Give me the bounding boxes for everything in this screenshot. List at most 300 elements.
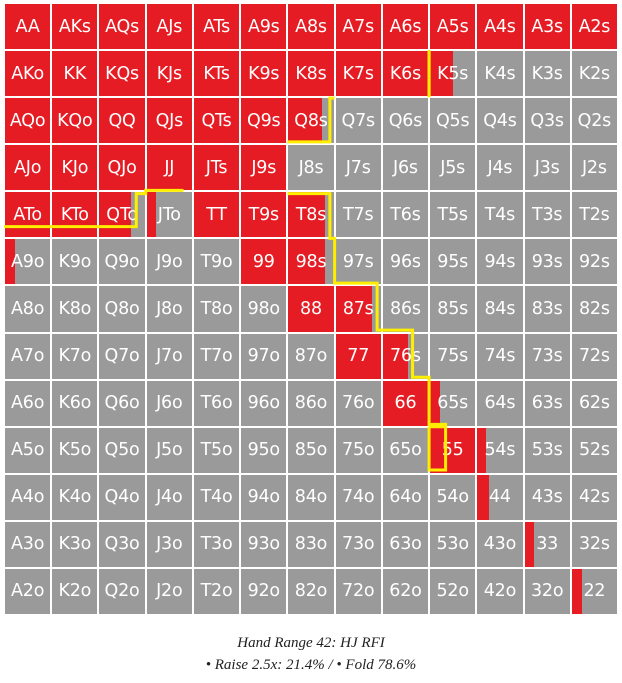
hand-label: K9o: [58, 251, 92, 272]
hand-cell-ato: [4, 191, 51, 238]
hand-cell-q3s: [524, 97, 571, 144]
hand-label: 22: [583, 581, 606, 602]
hand-label: KK: [63, 63, 87, 84]
hand-cell-q4o: [98, 474, 145, 521]
hand-cell-t9s: [240, 191, 287, 238]
hand-label: A5s: [436, 16, 469, 37]
hand-cell-72o: [335, 568, 382, 615]
hand-cell-64o: [382, 474, 429, 521]
hand-cell-98o: [240, 285, 287, 332]
hand-cell-qjs: [146, 97, 193, 144]
hand-label: 64o: [389, 487, 422, 508]
hand-label: A2o: [11, 581, 45, 602]
hand-label: T7o: [200, 346, 233, 367]
hand-cell-95s: [429, 238, 476, 285]
hand-cell-j2s: [571, 144, 618, 191]
hand-cell-a4s: [476, 3, 523, 50]
hand-label: T6s: [390, 204, 421, 225]
hand-label: 99: [252, 251, 275, 272]
hand-cell-k2s: [571, 50, 618, 97]
hand-label: K6s: [389, 63, 422, 84]
hand-label: 94s: [484, 251, 516, 272]
hand-label: 53o: [436, 534, 469, 555]
hand-label: 93s: [531, 251, 563, 272]
hand-cell-ajo: [4, 144, 51, 191]
hand-label: 83s: [531, 298, 563, 319]
hand-cell-j9o: [146, 238, 193, 285]
hand-cell-93o: [240, 521, 287, 568]
hand-label: 43s: [531, 487, 563, 508]
hand-cell-t7s: [335, 191, 382, 238]
hand-cell-92o: [240, 568, 287, 615]
hand-cell-54o: [429, 474, 476, 521]
hand-label: 74o: [342, 487, 375, 508]
hand-cell-53o: [429, 521, 476, 568]
hand-label: 55: [441, 440, 464, 461]
hand-cell-k9s: [240, 50, 287, 97]
hand-label: Q4o: [104, 487, 140, 508]
hand-label: K6o: [58, 393, 92, 414]
hand-cell-j3o: [146, 521, 193, 568]
hand-label: AQs: [105, 16, 140, 37]
hand-grid: [4, 3, 618, 615]
hand-cell-a9o: [4, 238, 51, 285]
hand-label: KJs: [156, 63, 182, 84]
hand-label: T6o: [200, 393, 233, 414]
hand-label: T5s: [437, 204, 468, 225]
hand-cell-87s: [335, 285, 382, 332]
hand-cell-84o: [287, 474, 334, 521]
hand-cell-83s: [524, 285, 571, 332]
hand-label: 97s: [342, 251, 374, 272]
hand-label: A8s: [295, 16, 327, 37]
hand-cell-jts: [193, 144, 240, 191]
hand-label: K7o: [58, 346, 92, 367]
hand-label: 76o: [342, 393, 375, 414]
hand-label: 32s: [578, 534, 610, 555]
hand-cell-97s: [335, 238, 382, 285]
hand-label: AJo: [13, 157, 42, 178]
hand-label: 42s: [578, 487, 610, 508]
hand-label: 82s: [578, 298, 610, 319]
hand-label: TT: [206, 204, 227, 225]
hand-label: J3o: [156, 534, 183, 555]
hand-cell-63o: [382, 521, 429, 568]
hand-cell-k3o: [51, 521, 98, 568]
hand-label: K2o: [58, 581, 92, 602]
hand-cell-j7s: [335, 144, 382, 191]
hand-label: 93o: [247, 534, 280, 555]
hand-cell-q7o: [98, 333, 145, 380]
hand-cell-74s: [476, 333, 523, 380]
hand-cell-k5o: [51, 427, 98, 474]
hand-cell-t5o: [193, 427, 240, 474]
hand-label: K9s: [248, 63, 280, 84]
hand-label: 86s: [390, 298, 421, 319]
hand-cell-j8s: [287, 144, 334, 191]
hand-cell-87o: [287, 333, 334, 380]
hand-cell-t8o: [193, 285, 240, 332]
hand-label: T2s: [579, 204, 610, 225]
hand-cell-t5s: [429, 191, 476, 238]
hand-cell-j2o: [146, 568, 193, 615]
hand-label: KQo: [57, 110, 93, 131]
hand-cell-t3s: [524, 191, 571, 238]
hand-label: 87s: [342, 298, 374, 319]
hand-label: K4o: [58, 487, 92, 508]
hand-label: A4o: [11, 487, 45, 508]
hand-cell-q6o: [98, 380, 145, 427]
hand-cell-k6o: [51, 380, 98, 427]
hand-cell-q9o: [98, 238, 145, 285]
hand-cell-83o: [287, 521, 334, 568]
hand-cell-q5o: [98, 427, 145, 474]
hand-cell-j4o: [146, 474, 193, 521]
hand-cell-22: [571, 568, 618, 615]
hand-cell-96s: [382, 238, 429, 285]
hand-cell-98s: [287, 238, 334, 285]
hand-label: Q9o: [104, 251, 140, 272]
hand-cell-j5o: [146, 427, 193, 474]
hand-label: K8s: [295, 63, 327, 84]
hand-cell-42o: [476, 568, 523, 615]
hand-cell-q7s: [335, 97, 382, 144]
hand-cell-q5s: [429, 97, 476, 144]
hand-label: 72s: [578, 346, 610, 367]
hand-label: T4o: [200, 487, 233, 508]
hand-cell-k3s: [524, 50, 571, 97]
hand-label: AKo: [11, 63, 44, 84]
hand-label: A4s: [484, 16, 516, 37]
hand-cell-j8o: [146, 285, 193, 332]
hand-label: QJo: [107, 157, 137, 178]
hand-label: J4s: [487, 157, 513, 178]
hand-cell-j6s: [382, 144, 429, 191]
hand-label: AQo: [9, 110, 46, 131]
hand-label: 97o: [247, 346, 280, 367]
hand-cell-kjo: [51, 144, 98, 191]
hand-label: K5o: [58, 440, 92, 461]
hand-label: K5s: [437, 63, 469, 84]
hand-label: 63s: [531, 393, 563, 414]
hand-label: ATo: [13, 204, 42, 225]
hand-cell-a2s: [571, 3, 618, 50]
hand-label: Q7s: [341, 110, 375, 131]
hand-cell-q2o: [98, 568, 145, 615]
hand-label: J4o: [156, 487, 183, 508]
hand-label: Q8s: [294, 110, 328, 131]
hand-cell-75o: [335, 427, 382, 474]
hand-cell-a3o: [4, 521, 51, 568]
hand-cell-94s: [476, 238, 523, 285]
hand-cell-k2o: [51, 568, 98, 615]
hand-cell-93s: [524, 238, 571, 285]
hand-cell-82o: [287, 568, 334, 615]
hand-label: K3s: [531, 63, 563, 84]
hand-cell-33: [524, 521, 571, 568]
hand-label: 88: [300, 298, 322, 319]
hand-cell-qjo: [98, 144, 145, 191]
hand-cell-62o: [382, 568, 429, 615]
hand-label: 75o: [342, 440, 375, 461]
hand-cell-84s: [476, 285, 523, 332]
hand-cell-74o: [335, 474, 382, 521]
hand-cell-76s: [382, 333, 429, 380]
hand-cell-kjs: [146, 50, 193, 97]
hand-cell-95o: [240, 427, 287, 474]
hand-label: Q3s: [530, 110, 564, 131]
hand-label: 98o: [247, 298, 280, 319]
hand-cell-qts: [193, 97, 240, 144]
hand-cell-kts: [193, 50, 240, 97]
hand-label: Q4s: [483, 110, 517, 131]
hand-label: A7s: [342, 16, 375, 37]
hand-cell-76o: [335, 380, 382, 427]
hand-cell-q8o: [98, 285, 145, 332]
hand-label: AA: [15, 16, 40, 37]
hand-cell-aqs: [98, 3, 145, 50]
hand-cell-a2o: [4, 568, 51, 615]
hand-label: Q2s: [577, 110, 612, 131]
hand-label: Q3o: [104, 534, 140, 555]
hand-cell-tt: [193, 191, 240, 238]
hand-cell-53s: [524, 427, 571, 474]
hand-label: J5s: [440, 157, 466, 178]
hand-cell-k4s: [476, 50, 523, 97]
hand-cell-86o: [287, 380, 334, 427]
hand-label: 85s: [437, 298, 469, 319]
hand-cell-a3s: [524, 3, 571, 50]
hand-label: T2o: [200, 581, 233, 602]
chart-stats: • Raise 2.5x: 21.4% / • Fold 78.6%: [205, 657, 417, 673]
hand-cell-a5o: [4, 427, 51, 474]
hand-cell-42s: [571, 474, 618, 521]
hand-label: 33: [536, 534, 559, 555]
hand-cell-65s: [429, 380, 476, 427]
hand-cell-77: [335, 333, 382, 380]
hand-cell-72s: [571, 333, 618, 380]
hand-cell-k9o: [51, 238, 98, 285]
hand-cell-96o: [240, 380, 287, 427]
hand-cell-54s: [476, 427, 523, 474]
hand-label: Q5s: [435, 110, 470, 131]
hand-cell-k6s: [382, 50, 429, 97]
hand-label: 43o: [483, 534, 517, 555]
hand-label: J9s: [251, 157, 277, 178]
hand-label: 65s: [437, 393, 469, 414]
hand-label: K3o: [58, 534, 92, 555]
hand-cell-a9s: [240, 3, 287, 50]
hand-label: Q5o: [104, 440, 140, 461]
hand-label: 75s: [437, 346, 469, 367]
hand-label: 98s: [295, 251, 327, 272]
hand-cell-73s: [524, 333, 571, 380]
hand-cell-94o: [240, 474, 287, 521]
hand-cell-j4s: [476, 144, 523, 191]
hand-label: 54o: [436, 487, 469, 508]
hand-label: 94o: [247, 487, 280, 508]
hand-label: A5o: [11, 440, 45, 461]
hand-cell-j3s: [524, 144, 571, 191]
hand-cell-q8s: [287, 97, 334, 144]
hand-cell-k7s: [335, 50, 382, 97]
hand-cell-85o: [287, 427, 334, 474]
hand-cell-aqo: [4, 97, 51, 144]
hand-label: A3o: [11, 534, 45, 555]
hand-label: 52s: [578, 440, 610, 461]
hand-label: T9s: [248, 204, 279, 225]
hand-label: AKs: [58, 16, 91, 37]
hand-label: A6o: [11, 393, 45, 414]
hand-cell-kto: [51, 191, 98, 238]
hand-label: Q8o: [104, 298, 140, 319]
hand-label: T8o: [200, 298, 233, 319]
hand-label: 65o: [389, 440, 422, 461]
hand-label: KTo: [60, 204, 89, 225]
hand-label: 96o: [247, 393, 280, 414]
hand-cell-q6s: [382, 97, 429, 144]
hand-label: K2s: [578, 63, 610, 84]
hand-cell-32s: [571, 521, 618, 568]
hand-cell-66: [382, 380, 429, 427]
hand-label: JTs: [205, 157, 228, 178]
hand-cell-t3o: [193, 521, 240, 568]
hand-cell-aa: [4, 3, 51, 50]
hand-cell-85s: [429, 285, 476, 332]
hand-cell-43o: [476, 521, 523, 568]
hand-label: 74s: [484, 346, 516, 367]
hand-label: 72o: [342, 581, 375, 602]
hand-cell-52s: [571, 427, 618, 474]
hand-label: 54s: [484, 440, 516, 461]
hand-label: QTo: [106, 204, 138, 225]
hand-cell-32o: [524, 568, 571, 615]
hand-label: A2s: [578, 16, 611, 37]
hand-label: Q6s: [388, 110, 423, 131]
hand-cell-97o: [240, 333, 287, 380]
hand-label: 96s: [390, 251, 421, 272]
hand-label: J2o: [156, 581, 183, 602]
hand-cell-kqs: [98, 50, 145, 97]
hand-label: J8s: [298, 157, 324, 178]
hand-cell-q2s: [571, 97, 618, 144]
hand-label: T8s: [295, 204, 327, 225]
hand-label: 73o: [342, 534, 375, 555]
hand-cell-82s: [571, 285, 618, 332]
hand-label: A9o: [11, 251, 45, 272]
hand-cell-a6s: [382, 3, 429, 50]
hand-label: 84o: [294, 487, 328, 508]
hand-cell-jto: [146, 191, 193, 238]
hand-label: J9o: [156, 251, 183, 272]
hand-label: 86o: [294, 393, 328, 414]
hand-cell-q4s: [476, 97, 523, 144]
hand-cell-t7o: [193, 333, 240, 380]
hand-cell-62s: [571, 380, 618, 427]
hand-cell-k7o: [51, 333, 98, 380]
hand-label: JTo: [157, 204, 181, 225]
hand-cell-q3o: [98, 521, 145, 568]
hand-cell-kk: [51, 50, 98, 97]
hand-cell-75s: [429, 333, 476, 380]
hand-label: 87o: [294, 346, 328, 367]
hand-cell-a8s: [287, 3, 334, 50]
hand-cell-j6o: [146, 380, 193, 427]
hand-label: 82o: [294, 581, 328, 602]
hand-cell-t2o: [193, 568, 240, 615]
hand-label: J6s: [393, 157, 418, 178]
hand-label: 53s: [531, 440, 563, 461]
hand-label: Q6o: [104, 393, 140, 414]
hand-label: JJ: [164, 157, 175, 178]
hand-label: 62s: [578, 393, 610, 414]
hand-label: 52o: [436, 581, 469, 602]
chart-caption: [0, 632, 622, 676]
hand-cell-ats: [193, 3, 240, 50]
hand-label: T4s: [484, 204, 516, 225]
hand-label: KQs: [105, 63, 139, 84]
hand-label: KJo: [61, 157, 89, 178]
hand-cell-92s: [571, 238, 618, 285]
hand-cell-t6s: [382, 191, 429, 238]
hand-cell-t4o: [193, 474, 240, 521]
hand-cell-55: [429, 427, 476, 474]
hand-cell-ajs: [146, 3, 193, 50]
hand-label: KTs: [203, 63, 230, 84]
hand-cell-a7s: [335, 3, 382, 50]
hand-label: 76s: [390, 346, 421, 367]
hand-cell-64s: [476, 380, 523, 427]
hand-label: T3o: [200, 534, 233, 555]
hand-cell-t8s: [287, 191, 334, 238]
hand-label: QQ: [108, 110, 136, 131]
hand-label: A9s: [247, 16, 280, 37]
hand-label: T7s: [343, 204, 374, 225]
hand-label: 73s: [531, 346, 563, 367]
hand-cell-q9s: [240, 97, 287, 144]
hand-label: 64s: [484, 393, 516, 414]
hand-cell-52o: [429, 568, 476, 615]
hand-label: J6o: [156, 393, 183, 414]
hand-label: 44: [488, 487, 511, 508]
hand-cell-jj: [146, 144, 193, 191]
hand-cell-qto: [98, 191, 145, 238]
hand-cell-t9o: [193, 238, 240, 285]
hand-label: J8o: [156, 298, 183, 319]
hand-label: T9o: [200, 251, 233, 272]
hand-label: J3s: [534, 157, 560, 178]
hand-cell-k5s: [429, 50, 476, 97]
hand-label: ATs: [203, 16, 230, 37]
hand-label: A8o: [11, 298, 45, 319]
hand-cell-88: [287, 285, 334, 332]
hand-label: QJs: [155, 110, 184, 131]
hand-cell-t6o: [193, 380, 240, 427]
hand-label: A7o: [11, 346, 45, 367]
hand-label: 84s: [484, 298, 516, 319]
hand-label: 83o: [294, 534, 328, 555]
hand-label: 95s: [437, 251, 469, 272]
hand-label: 95o: [247, 440, 280, 461]
hand-cell-aks: [51, 3, 98, 50]
hand-label: K8o: [58, 298, 92, 319]
hand-label: J7o: [156, 346, 183, 367]
hand-cell-a6o: [4, 380, 51, 427]
hand-cell-k8o: [51, 285, 98, 332]
hand-range-chart: [4, 3, 618, 615]
hand-cell-63s: [524, 380, 571, 427]
hand-label: K7s: [342, 63, 374, 84]
